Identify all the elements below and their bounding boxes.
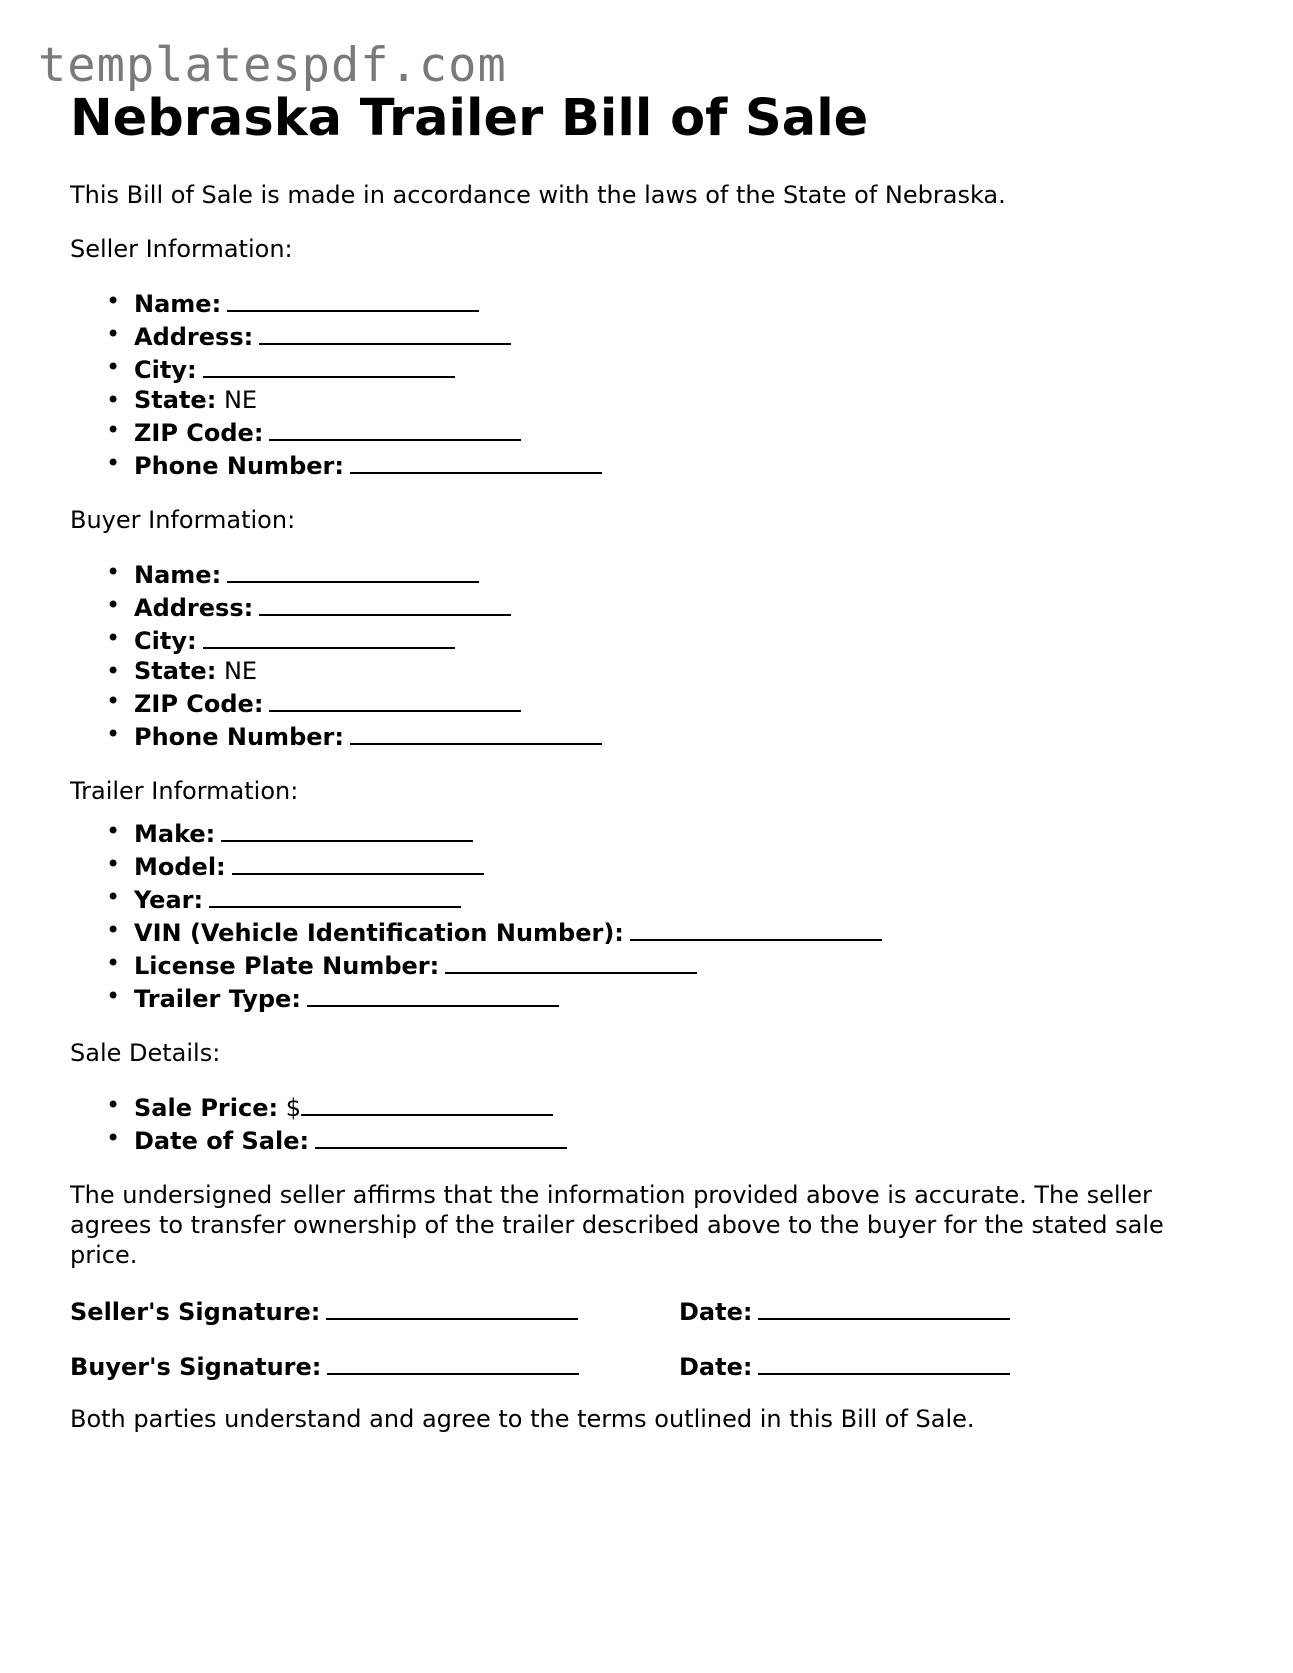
buyer-signature-blank[interactable]: [327, 1349, 579, 1375]
seller-date-label: Date:: [679, 1298, 753, 1326]
buyer-phone-blank[interactable]: [350, 719, 602, 745]
seller-field-list: [70, 286, 1230, 481]
buyer-name-label: Name:: [134, 561, 222, 589]
sale-date-blank[interactable]: [315, 1123, 567, 1149]
trailer-type-label: Trailer Type:: [134, 985, 301, 1013]
buyer-signature-row: [70, 1349, 1230, 1379]
seller-name-label: Name:: [134, 290, 222, 318]
seller-section-heading: Seller Information:: [70, 235, 293, 263]
list-item: [106, 915, 1230, 948]
trailer-make-label: Make:: [134, 820, 216, 848]
list-item: [106, 816, 1230, 849]
seller-address-label: Address:: [134, 323, 254, 351]
trailer-make-blank[interactable]: [221, 816, 473, 842]
list-item: [106, 415, 1230, 448]
buyer-date-field: [679, 1349, 1010, 1382]
list-item: [106, 557, 1230, 590]
affirmation-text: The undersigned seller affirms that the information provided above is accurate. The seller agrees to transfer ownership of the trailer described above to the buyer for the stated sale price.: [70, 1181, 1164, 1269]
seller-signature-field: [70, 1294, 578, 1327]
buyer-phone-label: Phone Number:: [134, 723, 344, 751]
list-item: [106, 385, 1230, 415]
list-item: [106, 1090, 1230, 1123]
seller-phone-blank[interactable]: [350, 448, 602, 474]
trailer-plate-label: License Plate Number:: [134, 952, 440, 980]
list-item: [106, 319, 1230, 352]
seller-signature-label: Seller's Signature:: [70, 1298, 321, 1326]
list-item: [106, 590, 1230, 623]
buyer-state-value: NE: [223, 657, 258, 685]
intro-text: This Bill of Sale is made in accordance with the laws of the State of Nebraska.: [70, 181, 1006, 209]
seller-address-blank[interactable]: [259, 319, 511, 345]
seller-signature-row: [70, 1294, 1230, 1324]
buyer-date-label: Date:: [679, 1353, 753, 1381]
seller-state-value: NE: [223, 386, 258, 414]
trailer-vin-blank[interactable]: [630, 915, 882, 941]
buyer-signature-field: [70, 1349, 579, 1382]
trailer-year-blank[interactable]: [209, 882, 461, 908]
trailer-section-heading: Trailer Information:: [70, 777, 299, 805]
list-item: [106, 719, 1230, 752]
seller-state-label: State:: [134, 386, 217, 414]
seller-date-field: [679, 1294, 1010, 1327]
sale-date-label: Date of Sale:: [134, 1127, 310, 1155]
buyer-zip-label: ZIP Code:: [134, 690, 264, 718]
closing-text: Both parties understand and agree to the terms outlined in this Bill of Sale.: [70, 1405, 975, 1433]
seller-city-blank[interactable]: [203, 352, 455, 378]
document-body: [70, 180, 1230, 1434]
seller-zip-blank[interactable]: [269, 415, 521, 441]
seller-zip-label: ZIP Code:: [134, 419, 264, 447]
buyer-name-blank[interactable]: [227, 557, 479, 583]
buyer-signature-label: Buyer's Signature:: [70, 1353, 322, 1381]
buyer-address-blank[interactable]: [259, 590, 511, 616]
list-item: [106, 656, 1230, 686]
trailer-type-blank[interactable]: [307, 981, 559, 1007]
trailer-model-blank[interactable]: [232, 849, 484, 875]
buyer-zip-blank[interactable]: [269, 686, 521, 712]
sale-field-list: [70, 1090, 1230, 1156]
seller-name-blank[interactable]: [227, 286, 479, 312]
list-item: [106, 686, 1230, 719]
trailer-field-list: [70, 816, 1230, 1014]
list-item: [106, 352, 1230, 385]
buyer-date-blank[interactable]: [758, 1349, 1010, 1375]
currency-symbol: $: [285, 1094, 302, 1122]
list-item: [106, 623, 1230, 656]
trailer-year-label: Year:: [134, 886, 204, 914]
seller-date-blank[interactable]: [758, 1294, 1010, 1320]
watermark: templatespdf.com: [38, 38, 507, 93]
sale-section-heading: Sale Details:: [70, 1039, 221, 1067]
sale-price-label: Sale Price:: [134, 1094, 279, 1122]
page-title: Nebraska Trailer Bill of Sale: [70, 89, 869, 148]
trailer-vin-label: VIN (Vehicle Identification Number):: [134, 919, 624, 947]
seller-signature-blank[interactable]: [326, 1294, 578, 1320]
buyer-field-list: [70, 557, 1230, 752]
list-item: [106, 849, 1230, 882]
list-item: [106, 1123, 1230, 1156]
trailer-model-label: Model:: [134, 853, 226, 881]
seller-city-label: City:: [134, 356, 197, 384]
list-item: [106, 981, 1230, 1014]
buyer-city-blank[interactable]: [203, 623, 455, 649]
buyer-city-label: City:: [134, 627, 197, 655]
list-item: [106, 948, 1230, 981]
sale-price-blank[interactable]: [301, 1090, 553, 1116]
trailer-plate-blank[interactable]: [445, 948, 697, 974]
list-item: [106, 882, 1230, 915]
list-item: [106, 448, 1230, 481]
list-item: [106, 286, 1230, 319]
buyer-address-label: Address:: [134, 594, 254, 622]
buyer-section-heading: Buyer Information:: [70, 506, 296, 534]
seller-phone-label: Phone Number:: [134, 452, 344, 480]
buyer-state-label: State:: [134, 657, 217, 685]
